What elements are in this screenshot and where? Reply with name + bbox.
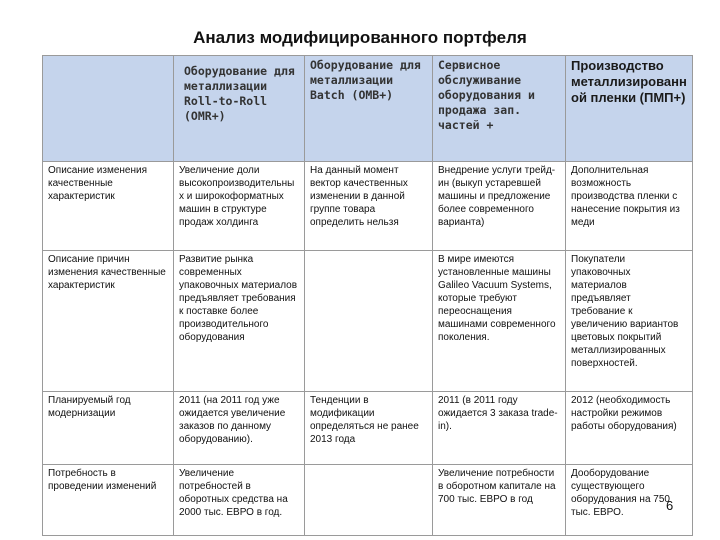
table-cell: Дооборудование существующего оборудования на 750 тыс. ЕВРО.: [566, 465, 693, 536]
table-row: [43, 251, 693, 392]
table-cell: В мире имеются установленные машины Galileo Vacuum Systems, которые требуют переоснащения машинами современного поколения.: [433, 251, 566, 392]
header-cell-omb: Оборудование для металлизации Batch (OMB+): [305, 56, 433, 162]
row-label: Описание изменения качественные характеристик: [43, 162, 174, 251]
table-cell: Увеличение потребности в оборотном капитале на 700 тыс. ЕВРО в год: [433, 465, 566, 536]
row-label: Планируемый год модернизации: [43, 392, 174, 465]
portfolio-analysis-table: [42, 55, 693, 536]
header-cell-pmp: Производство металлизированной пленки (ПМП+): [566, 56, 693, 162]
table-cell: Развитие рынка современных упаковочных материалов предъявляет требования к поставке более производительного оборудования: [174, 251, 305, 392]
table-cell: [305, 465, 433, 536]
table-cell: 2011 (на 2011 год уже ожидается увеличение заказов по данному оборудованию).: [174, 392, 305, 465]
page-number: 6: [666, 498, 674, 513]
table-cell: Увеличение потребностей в оборотных средства на 2000 тыс. ЕВРО в год.: [174, 465, 305, 536]
table-cell: Внедрение услуги трейд-ин (выкуп устаревшей машины и предложение более современного варианта): [433, 162, 566, 251]
table-cell: На данный момент вектор качественных изменении в данной группе товара определить нельзя: [305, 162, 433, 251]
table-row: [43, 465, 693, 536]
table-row: [43, 162, 693, 251]
table-row: [43, 392, 693, 465]
table-cell: [305, 251, 433, 392]
header-cell-service: Сервисное обслуживание оборудования и продажа зап. частей +: [433, 56, 566, 162]
table-cell: 2012 (необходимость настройки режимов работы оборудования): [566, 392, 693, 465]
table-cell: 2011 (в 2011 году ожидается 3 заказа trade-in).: [433, 392, 566, 465]
header-cell-empty: [43, 56, 174, 162]
table-cell: Дополнительная возможность производства пленки с нанесение покрытия из меди: [566, 162, 693, 251]
page-title: Анализ модифицированного портфеля: [193, 28, 527, 47]
table-cell: Увеличение доли высокопроизводительных и широкоформатных машин в структуре продаж холдинга: [174, 162, 305, 251]
table-cell: Покупатели упаковочных материалов предъявляет требование к увеличению вариантов цветовых покрытий металлизированных поверхностей.: [566, 251, 693, 392]
table-header-row: [43, 56, 693, 162]
row-label: Потребность в проведении изменений: [43, 465, 174, 536]
table-cell: Тенденции в модификации определяться не ранее 2013 года: [305, 392, 433, 465]
row-label: Описание причин изменения качественные характеристик: [43, 251, 174, 392]
header-cell-omr: Оборудование для металлизации Roll-to-Roll (OMR+): [174, 56, 305, 162]
